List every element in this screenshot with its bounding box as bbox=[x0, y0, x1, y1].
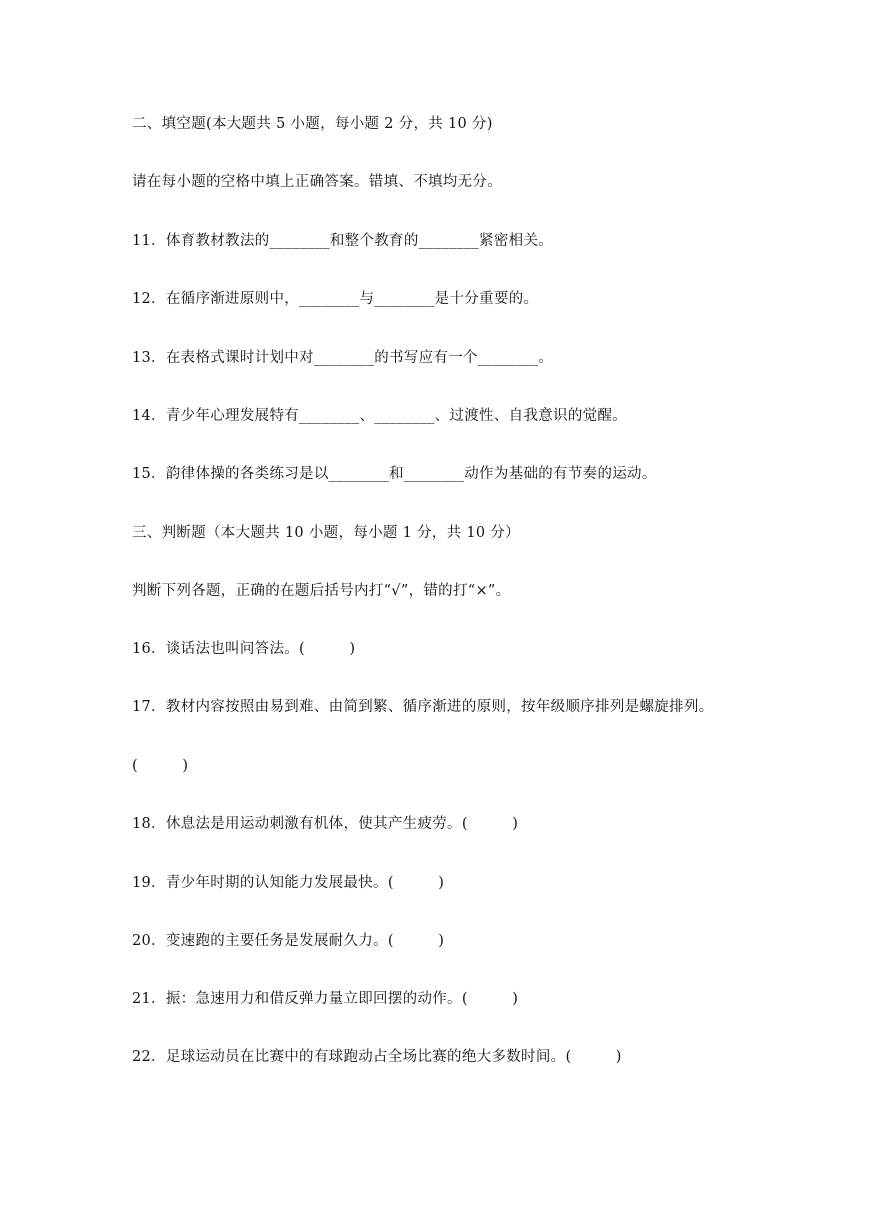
question-20: 20．变速跑的主要任务是发展耐久力。( ) bbox=[132, 933, 445, 949]
judge-section-instruction: 判断下列各题，正确的在题后括号内打“√”，错的打“×”。 bbox=[132, 583, 511, 599]
question-18: 18．休息法是用运动刺激有机体，使其产生疲劳。( ) bbox=[132, 816, 519, 832]
question-15: 15．韵律体操的各类练习是以________和________动作为基础的有节奏的运动。 bbox=[132, 466, 657, 482]
question-22: 22．足球运动员在比赛中的有球跑动占全场比赛的绝大多数时间。( ) bbox=[132, 1049, 622, 1065]
fill-section-heading: 二、填空题(本大题共 5 小题，每小题 2 分，共 10 分) bbox=[132, 116, 493, 132]
question-19: 19．青少年时期的认知能力发展最快。( ) bbox=[132, 875, 445, 891]
question-21: 21．振：急速用力和借反弹力量立即回摆的动作。( ) bbox=[132, 991, 519, 1007]
question-17-answer-bracket: ( ) bbox=[132, 758, 189, 774]
question-12: 12．在循序渐进原则中，________与________是十分重要的。 bbox=[132, 291, 539, 307]
question-16: 16．谈话法也叫问答法。( ) bbox=[132, 641, 356, 657]
question-17: 17．教材内容按照由易到难、由简到繁、循序渐进的原则，按年级顺序排列是螺旋排列。 bbox=[132, 699, 714, 715]
judge-section-heading: 三、判断题（本大题共 10 小题，每小题 1 分，共 10 分） bbox=[132, 525, 520, 541]
question-14: 14．青少年心理发展特有________、________、过渡性、自我意识的觉醒。 bbox=[132, 408, 628, 424]
fill-section-instruction: 请在每小题的空格中填上正确答案。错填、不填均无分。 bbox=[132, 174, 502, 190]
question-11: 11．体育教材教法的________和整个教育的________紧密相关。 bbox=[132, 233, 554, 249]
question-13: 13．在表格式课时计划中对________的书写应有一个________。 bbox=[132, 350, 554, 366]
